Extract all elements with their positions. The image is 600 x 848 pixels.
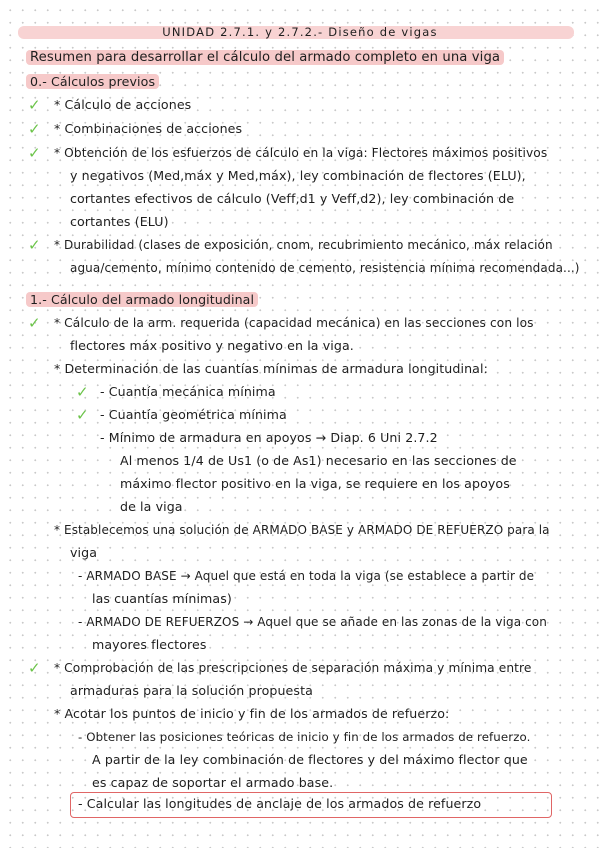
check-icon: ✓ [28,120,41,138]
check-icon: ✓ [28,144,41,162]
check-icon: ✓ [28,314,41,332]
subtitle: Resumen para desarrollar el cálculo del armado completo en una viga [26,50,504,65]
section-1-line: mayores flectores [92,637,207,652]
section-0-item: * Durabilidad (clases de exposición, cnom, recubrimiento mecánico, máx relación [54,238,553,252]
section-1-line: * Acotar los puntos de inicio y fin de los armados de refuerzo: [54,706,450,721]
section-0-item: cortantes (ELU) [70,214,169,229]
section-1-line: Al menos 1/4 de Us1 (o de As1) necesario en las secciones de [120,453,517,468]
section-1-heading: 1.- Cálculo del armado longitudinal [26,292,258,307]
check-icon: ✓ [76,406,89,424]
section-1-line: las cuantías mínimas) [92,591,232,606]
section-1-line: - Calcular las longitudes de anclaje de los armados de refuerzo [78,796,482,811]
section-1-line: - Mínimo de armadura en apoyos → Diap. 6 Uni 2.7.2 [100,430,438,445]
section-0-heading: 0.- Cálculos previos [26,74,159,89]
section-1-line: máximo flector positivo en la viga, se requiere en los apoyos [120,476,510,491]
section-1-line: viga [70,545,98,560]
section-1-line: * Determinación de las cuantías mínimas de armadura longitudinal: [54,361,488,376]
section-1-line: armaduras para la solución propuesta [70,683,313,698]
section-1-line: - ARMADO BASE → Aquel que está en toda la viga (se establece a partir de [78,569,535,583]
check-icon: ✓ [28,236,41,254]
section-1-line: - ARMADO DE REFUERZOS → Aquel que se añade en las zonas de la viga con [78,615,547,629]
section-1-line: de la viga [120,499,183,514]
check-icon: ✓ [76,383,89,401]
section-1-line: * Comprobación de las prescripciones de separación máxima y mínima entre [54,661,532,675]
section-0-item: cortantes efectivos de cálculo (Veff,d1 y Veff,d2), ley combinación de [70,191,515,206]
section-0-item: * Combinaciones de acciones [54,121,243,136]
section-1-line: - Obtener las posiciones teóricas de inicio y fin de los armados de refuerzo. [78,730,531,744]
section-0-item: agua/cemento, mínimo contenido de cemento, resistencia mínima recomendada...) [70,261,580,275]
check-icon: ✓ [28,96,41,114]
section-1-line: - Cuantía mecánica mínima [100,384,276,399]
section-1-line: flectores máx positivo y negativo en la viga. [70,338,354,353]
section-0-item: y negativos (Med,máx y Med,máx), ley combinación de flectores (ELU), [70,168,526,183]
section-1-line: A partir de la ley combinación de flectores y del máximo flector que [92,752,528,767]
section-0-item: * Obtención de los esfuerzos de cálculo en la viga: Flectores máximos positivos [54,146,548,160]
section-1-line: es capaz de soportar el armado base. [92,775,334,790]
section-1-line: - Cuantía geométrica mínima [100,407,287,422]
section-1-line: * Cálculo de la arm. requerida (capacidad mecánica) en las secciones con los [54,316,534,330]
section-0-item: * Cálculo de acciones [54,97,192,112]
check-icon: ✓ [28,659,41,677]
section-1-line: * Establecemos una solución de ARMADO BASE y ARMADO DE REFUERZO para la [54,523,550,537]
page-title: UNIDAD 2.7.1. y 2.7.2.- Diseño de vigas [162,25,438,39]
